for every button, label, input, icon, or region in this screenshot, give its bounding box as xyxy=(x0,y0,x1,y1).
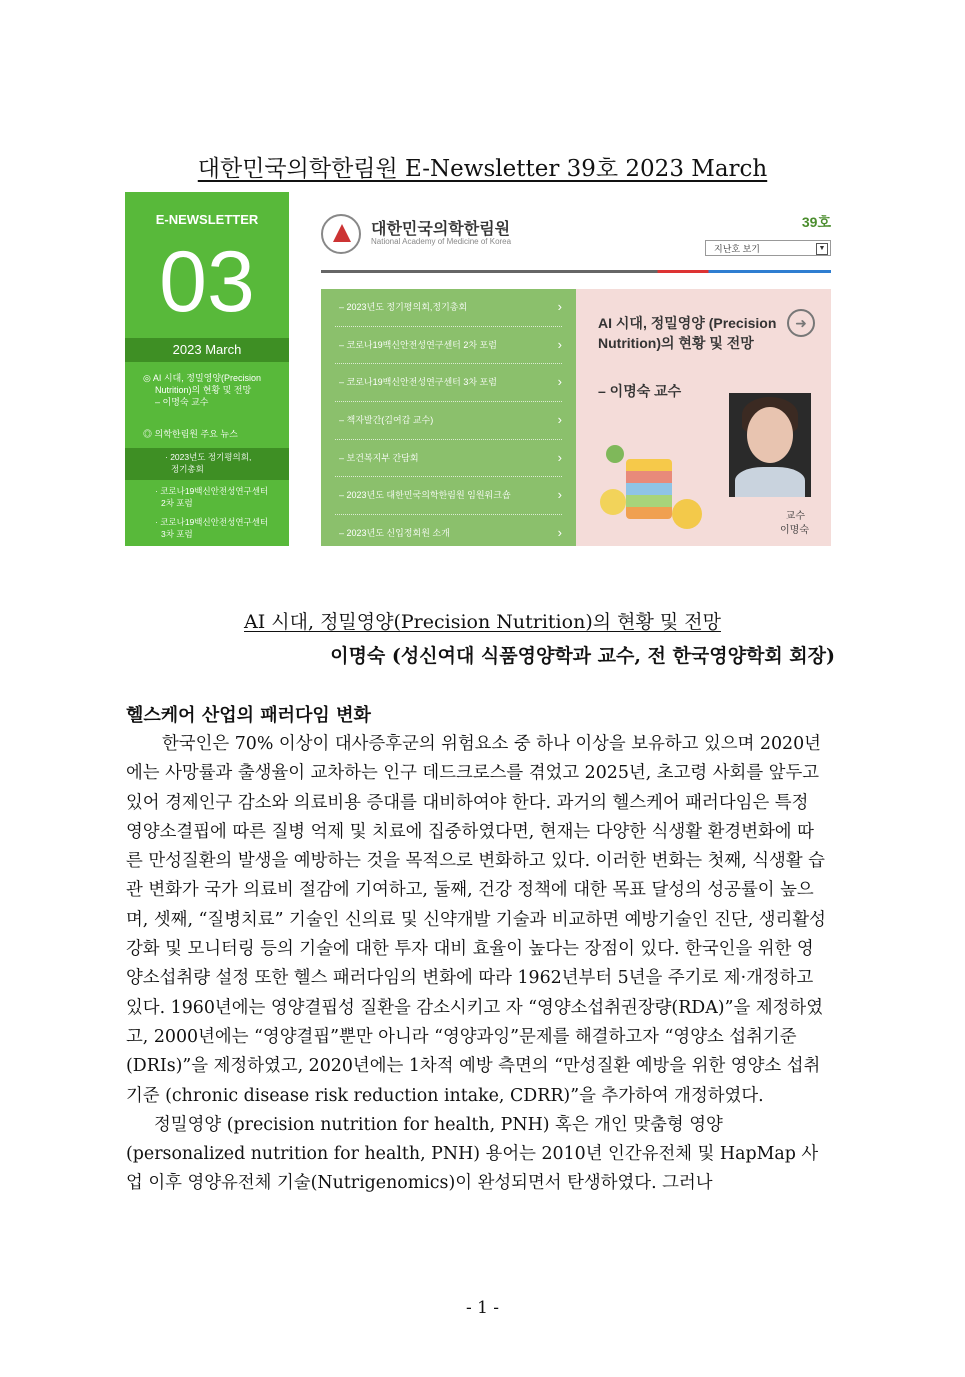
feature-author: – 이명숙 교수 xyxy=(598,383,682,399)
left-item-news[interactable]: ◎ 의학한림원 주요 뉴스 xyxy=(143,428,238,440)
menu-item[interactable]: – 보건복지부 간담회 › xyxy=(335,440,562,478)
banner-header xyxy=(321,192,831,282)
document-title: 대한민국의학한림원 E-Newsletter 39호 2023 March xyxy=(197,156,768,182)
newsletter-banner xyxy=(125,192,831,546)
feature-card[interactable] xyxy=(576,289,831,546)
chevron-right-icon: › xyxy=(557,449,562,465)
academy-logo-icon xyxy=(321,214,361,254)
photo-caption-role: 교수 xyxy=(785,511,805,522)
menu-item[interactable]: – 코로나19백신안전성연구센터 2차 포럼 › xyxy=(335,327,562,365)
section-heading: 헬스케어 산업의 패러다임 변화 xyxy=(126,705,371,726)
page-number: - 1 - xyxy=(465,1298,500,1318)
menu-item[interactable]: – 2023년도 신입정회원 소개 › xyxy=(335,515,562,552)
article-title: AI 시대, 정밀영양(Precision Nutrition)의 현황 및 전망 xyxy=(244,611,721,633)
left-sub-3[interactable]: · 코로나19백신안전성연구센터 3차 포럼 xyxy=(155,517,269,539)
issue-badge: 39호 xyxy=(801,214,831,230)
nutrition-illustration-icon xyxy=(596,439,706,534)
chevron-down-icon: ▼ xyxy=(816,243,828,255)
photo-caption-name: 이명숙 xyxy=(780,525,809,536)
chevron-right-icon: › xyxy=(557,487,562,503)
chevron-right-icon: › xyxy=(557,299,562,314)
author-line: 이명숙 (성신여대 식품영양학과 교수, 전 한국영양학회 회장) xyxy=(330,645,835,667)
left-sub-1[interactable]: · 2023년도 정기평의회, 정기총회 xyxy=(125,448,289,480)
left-sub-2[interactable]: · 코로나19백신안전성연구센터 2차 포럼 xyxy=(155,486,269,508)
news-menu xyxy=(321,289,576,546)
menu-item[interactable]: – 2023년도 정기평의회,정기총회 › xyxy=(335,289,562,327)
article-body xyxy=(126,730,826,1199)
newsletter-label: E-NEWSLETTER xyxy=(155,212,259,227)
chevron-right-icon: › xyxy=(557,374,562,390)
paragraph-1: 한국인은 70% 이상이 대사증후군의 위험요소 중 하나 이상을 보유하고 있으며 2020년에는 사망률과 출생율이 교차하는 인구 데드크로스를 겪었고 2025년, 초고령 사회를 앞두고 있어 경제인구 감소와 의료비용 증대를 대비하여야 한다. 과거의 헬스케어 패러다임은 특정 영양소결핍에 따른 질병 억제 및 치료에 집중하였다면, 현재는 다양한 식생활 환경변화에 따른 만성질환의 발생을 예방하는 것을 목적으로 변화하고 있다. 이러한 변화는 첫째, 식생활 습관 변화가 국가 의료비 절감에 기여하고, 둘째, 건강 정책에 대한 목표 달성의 성공률이 높으며, 셋째, “질병치료” 기술인 신의료 및 신약개발 기술과 비교하면 예방기술인 진단, 생리활성 강화 및 모니터링 등의 기술에 대한 투자 대비 효율이 높다는 장점이 있다. 한국인을 위한 영양소섭취량 설정 또한 헬스 패러다임의 변화에 따라 1962년부터 5년을 주기로 제·개정하고 있다. 1960년에는 영양결핍성 질환을 감소시키고 자 “영양소섭취권장량(RDA)”을 제정하였고, 2000년에는 “영양결핍”뿐만 아니라 “영양과잉”문제를 해결하고자 “영양소 섭취기준 (DRIs)”을 제정하였고, 2020년에는 1차적 예방 측면의 “만성질환 예방을 위한 영양소 섭취기준 (chronic disease risk reduction intake, CDRR)”을 추가하여 개정하였다. xyxy=(126,734,826,1106)
menu-item[interactable]: – 책자발간(김여갑 교수) › xyxy=(335,402,562,440)
professor-photo xyxy=(729,393,811,497)
feature-title: AI 시대, 정밀영양 (Precision Nutrition)의 현황 및 전망 xyxy=(598,315,777,351)
arrow-right-icon[interactable]: ➜ xyxy=(787,309,815,337)
menu-item[interactable]: – 코로나19백신안전성연구센터 3차 포럼 › xyxy=(335,364,562,402)
issue-month: 2023 March xyxy=(125,338,289,362)
chevron-right-icon: › xyxy=(557,412,562,428)
org-name: 대한민국의학한림원 xyxy=(371,221,511,238)
header-divider xyxy=(321,270,831,273)
left-item-feature[interactable]: ◎ AI 시대, 정밀영양(Precision Nutrition)의 현황 및 전망 – 이명숙 교수 xyxy=(143,372,261,408)
chevron-right-icon: › xyxy=(557,525,562,541)
issue-number-large: 03 xyxy=(159,234,255,330)
issue-panel xyxy=(125,192,289,546)
paragraph-2: 정밀영양 (precision nutrition for health, PNH) 혹은 개인 맞춤형 영양 (personalized nutrition for health, PNH) 용어는 2010년 인간유전체 및 HapMap 사업 이후 영양유전체 기술(Nutrigenomics)이 완성되면서 탄생하였다. 그러나 xyxy=(126,1114,819,1194)
past-issue-select[interactable]: 지난호 보기 ▼ xyxy=(705,240,831,256)
menu-item[interactable]: – 2023년도 대한민국의학한림원 임원워크숍 › xyxy=(335,477,562,515)
chevron-right-icon: › xyxy=(557,336,562,352)
org-name-en: National Academy of Medicine of Korea xyxy=(371,237,512,246)
